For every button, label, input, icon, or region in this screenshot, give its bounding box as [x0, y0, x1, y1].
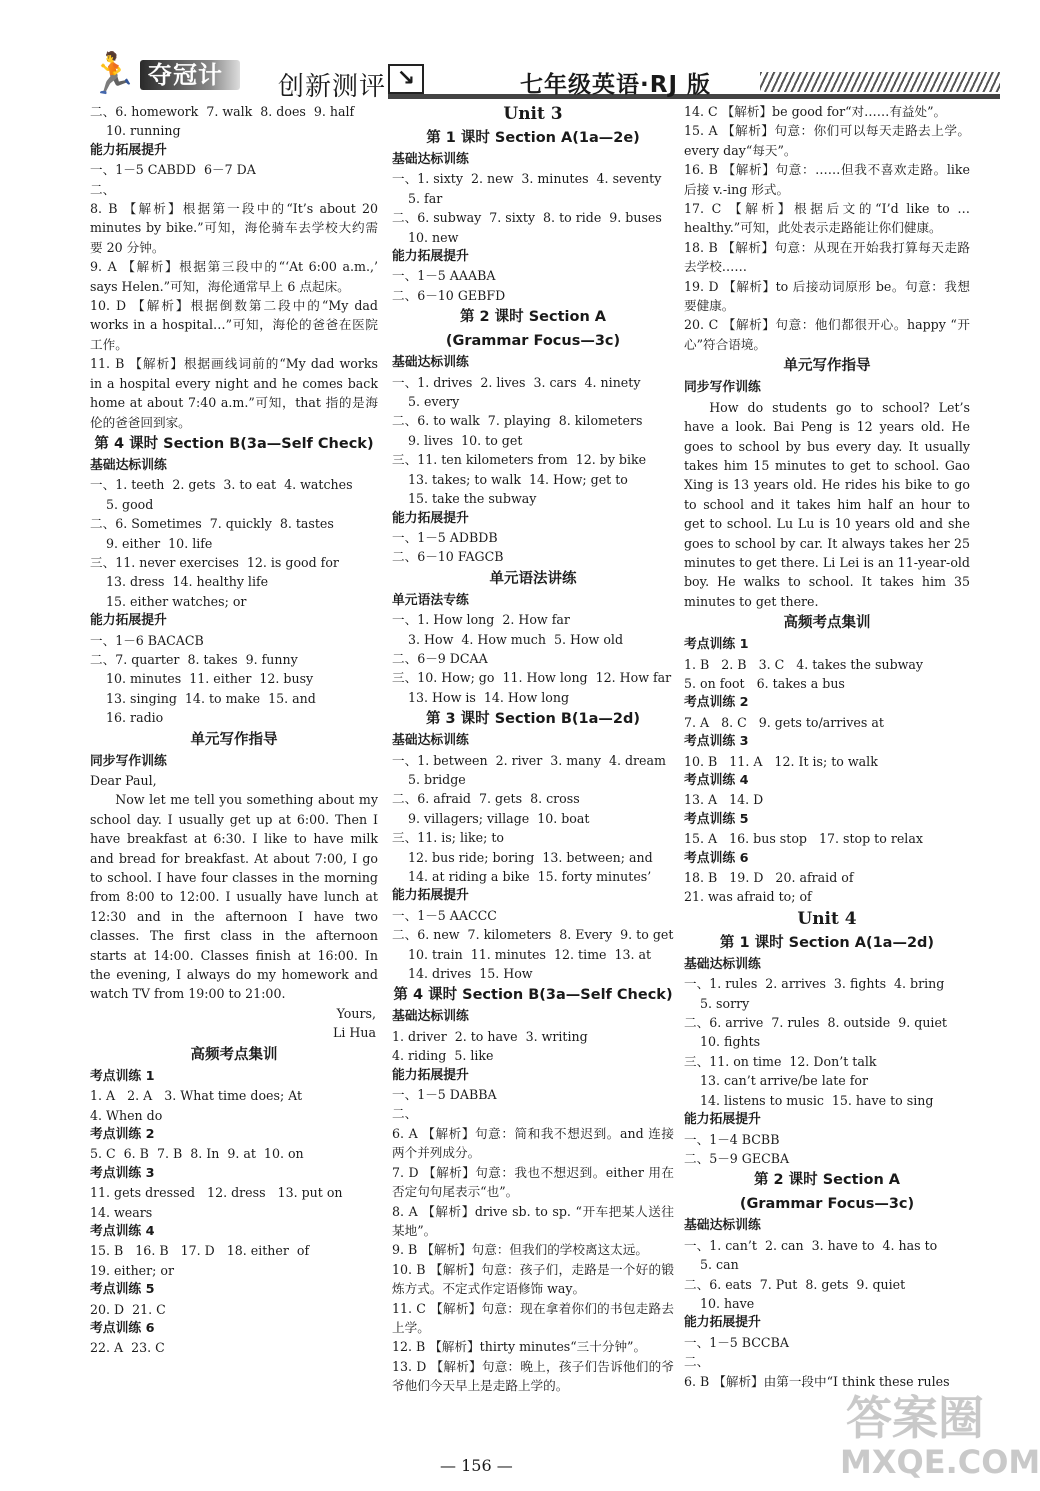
subsection-label: 能力拓展提升: [90, 142, 167, 158]
answer-column-right: [684, 102, 970, 1391]
answer-line: 一、1. between 2. river 3. many 4. dream: [392, 752, 666, 768]
subsection-label: 基础达标训练: [392, 1009, 469, 1025]
answer-line: 一、1. drives 2. lives 3. cars 4. ninety: [392, 374, 641, 390]
answer-line: 三、11. is; like; to: [392, 830, 504, 846]
section-heading: 第 2 课时 Section A: [459, 309, 607, 326]
writing-passage: How do students go to school? Let’s have a look. Bai Peng is 12 years old. He goes to school by bus every day. It usually takes him 15 minutes to get to school. Gao Xing is 13 years old. He rides his bike to go to school and it takes him half an hour to get to school. Lu Lu is 10 years old and she goes to school by car. It always takes her 25 minutes to get there. Li Lei is an 11-year-old boy. He walks to school. It takes him 35 minutes to get there.: [684, 399, 970, 609]
section-heading: 第 4 课时 Section B(3a—Self Check): [94, 435, 374, 452]
explanation: 15. A 【解析】句意：你们可以每天走路去上学。every day“每天”。: [684, 123, 970, 158]
answer-line: 二、6. Sometimes 7. quickly 8. tastes: [90, 516, 334, 532]
answer-line: 4. riding 5. like: [392, 1048, 494, 1064]
subsection-label: 考点训练 3: [90, 1165, 155, 1181]
section-heading: 第 1 课时 Section A(1a—2d): [719, 934, 935, 951]
answer-line: 1. driver 2. to have 3. writing: [392, 1028, 588, 1044]
answer-line: 7. A 8. C 9. gets to/arrives at: [684, 714, 884, 730]
answer-line: 二、: [392, 1106, 418, 1122]
brand-logo: [88, 52, 248, 96]
answer-line: 13. singing 14. to make 15. and: [90, 690, 316, 706]
answer-line: 一、1－4 BCBB: [684, 1131, 780, 1147]
answer-line: 15. either watches; or: [90, 593, 247, 609]
explanation: 20. C 【解析】句意：他们都很开心。happy “开心”符合语境。: [684, 317, 970, 352]
answer-line: 15. take the subway: [392, 491, 537, 507]
answer-line: 13. takes; to walk 14. How; get to: [392, 471, 628, 487]
subsection-label: 能力拓展提升: [90, 613, 167, 629]
subsection-label: 单元语法专练: [392, 592, 469, 608]
answer-line: 16. radio: [90, 710, 164, 726]
subsection-label: 考点训练 6: [90, 1320, 155, 1336]
answer-line: 一、1. sixty 2. new 3. minutes 4. seventy: [392, 171, 662, 187]
subsection-label: 能力拓展提升: [684, 1112, 761, 1128]
answer-line: 13. dress 14. healthy life: [90, 574, 269, 590]
explanation: 6. B 【解析】由第一段中“I think these rules: [684, 1373, 950, 1389]
subsection-label: 基础达标训练: [392, 733, 469, 749]
answer-column-left: [90, 102, 378, 1358]
subsection-label: 能力拓展提升: [392, 510, 469, 526]
watermark-logo: 答案圈: [846, 1391, 984, 1445]
explanation: 13. D 【解析】句意：晚上，孩子们告诉他们的爷爷他们今天早上是走路上学的。: [392, 1358, 674, 1394]
answer-line: 14. at riding a bike 15. forty minutes’: [392, 869, 652, 884]
subsection-label: 考点训练 1: [90, 1068, 155, 1084]
subsection-label: 考点训练 4: [684, 773, 749, 788]
answer-line: 14. wears: [90, 1204, 153, 1220]
answer-line: 一、1. can’t 2. can 3. have to 4. has to: [684, 1237, 938, 1253]
answer-line: 5. can: [684, 1257, 739, 1273]
answer-line: 二、6. homework 7. walk 8. does 9. half: [90, 104, 355, 119]
answer-line: 10. running: [90, 123, 181, 139]
answer-line: 13. can’t arrive/be late for: [684, 1073, 869, 1089]
subsection-label: 基础达标训练: [392, 355, 469, 371]
book-title: 七年级英语·RJ 版: [520, 72, 712, 98]
explanation: 9. B 【解析】句意：但我们的学校离这太远。: [392, 1242, 648, 1258]
answer-line: 10. have: [684, 1295, 755, 1311]
section-heading: (Grammar Focus—3c): [445, 333, 621, 350]
explanation: 18. B 【解析】句意：从现在开始我打算每天走路去学校……: [684, 239, 970, 275]
answer-line: 一、1. How long 2. How far: [392, 612, 570, 628]
subsection-label: 能力拓展提升: [684, 1315, 761, 1331]
subsection-label: 同步写作训练: [684, 380, 761, 396]
subsection-label: 能力拓展提升: [392, 1067, 469, 1083]
answer-line: 14. drives 15. How: [392, 966, 533, 982]
unit-heading: Unit 3: [503, 104, 563, 124]
answer-line: 二、6－9 DCAA: [392, 650, 488, 666]
subsection-label: 同步写作训练: [90, 753, 167, 769]
answer-line: 一、1. rules 2. arrives 3. fights 4. bring: [684, 976, 945, 992]
runner-icon: 🏃: [88, 51, 138, 97]
subsection-label: 基础达标训练: [392, 152, 469, 167]
answer-line: 二、6. subway 7. sixty 8. to ride 9. buses: [392, 210, 662, 226]
answer-line: 一、1－5 DABBA: [392, 1087, 497, 1103]
answer-line: 14. listens to music 15. have to sing: [684, 1092, 934, 1108]
answer-line: 9. villagers; village 10. boat: [392, 810, 590, 826]
subsection-label: 考点训练 5: [684, 811, 749, 827]
answer-line: 1. B 2. B 3. C 4. takes the subway: [684, 656, 924, 672]
answer-line: 5. on foot 6. takes a bus: [684, 675, 845, 691]
explanation: 19. D 【解析】to 后接动词原形 be。句意：我想要健康。: [684, 278, 970, 314]
answer-line: 10. minutes 11. either 12. busy: [90, 671, 314, 687]
answer-line: 4. When do: [90, 1107, 163, 1123]
page-header: [0, 0, 1000, 100]
section-heading: 第 3 课时 Section B(1a—2d): [426, 711, 640, 728]
subsection-label: 考点训练 2: [684, 695, 749, 711]
answer-line: 二、6－10 GEBFD: [392, 287, 506, 303]
subsection-label: 考点训练 5: [90, 1282, 155, 1298]
section-heading: 单元写作指导: [190, 731, 278, 748]
answer-line: 二、: [90, 181, 116, 197]
answer-line: 20. D 21. C: [90, 1301, 166, 1317]
subsection-label: 基础达标训练: [684, 1218, 761, 1234]
answer-line: 二、6. to walk 7. playing 8. kilometers: [392, 413, 643, 429]
answer-line: 二、6. eats 7. Put 8. gets 9. quiet: [684, 1276, 906, 1292]
explanation: 10. B 【解析】句意：孩子们，走路是一个好的锻炼方式。不定式作定语修饰 way。: [392, 1261, 674, 1297]
signature-line: Yours,: [336, 1005, 376, 1021]
subsection-label: 考点训练 3: [684, 734, 749, 750]
section-heading: (Grammar Focus—3c): [739, 1196, 915, 1213]
section-heading: 高频考点集训: [783, 615, 871, 632]
answer-line: 11. gets dressed 12. dress 13. put on: [90, 1185, 343, 1201]
answer-line: 一、1－5 CABDD 6－7 DA: [90, 162, 256, 178]
answer-line: 3. How 4. How much 5. How old: [392, 631, 624, 647]
explanation: 16. B 【解析】句意：……但我不喜欢走路。like 后接 v.-ing 形式。: [684, 162, 970, 197]
answer-line: 一、1. teeth 2. gets 3. to eat 4. watches: [90, 477, 353, 493]
explanation: 9. A 【解析】根据第三段中的“‘At 6:00 a.m.,’ says Helen.”可知，海伦通常早上 6 点起床。: [90, 259, 378, 294]
answer-line: 5. C 6. B 7. B 8. In 9. at 10. on: [90, 1146, 304, 1162]
answer-line: 二、6. new 7. kilometers 8. Every 9. to get: [392, 927, 674, 943]
section-heading: 单元语法讲练: [489, 570, 577, 587]
answer-line: 10. B 11. A 12. It is; to walk: [684, 753, 878, 769]
answer-line: 21. was afraid to; of: [684, 889, 812, 905]
explanation: 6. A 【解析】句意：简和我不想迟到。and 连接两个并列成分。: [392, 1125, 674, 1161]
signature-line: Li Hua: [333, 1025, 376, 1041]
subsection-label: 考点训练 4: [90, 1223, 155, 1239]
answer-line: 5. every: [392, 394, 460, 410]
explanation: 10. D 【解析】根据倒数第二段中的“My dad works in a hospital…”可知，海伦的爸爸在医院工作。: [90, 298, 378, 352]
section-heading: 第 1 课时 Section A(1a—2e): [426, 130, 640, 146]
explanation: 8. B 【解析】根据第一段中的“It’s about 20 minutes by bike.”可知，海伦骑车去学校大约需要 20 分钟。: [90, 201, 378, 255]
answer-line: 5. far: [392, 190, 443, 206]
check-icon: ↘: [388, 64, 424, 94]
answer-line: 5. bridge: [392, 771, 466, 787]
unit-heading: Unit 4: [797, 908, 857, 929]
header-stripes: [760, 72, 1000, 92]
answer-line: 一、1－5 ADBDB: [392, 529, 498, 545]
answer-line: 二、: [684, 1354, 710, 1370]
answer-line: 12. bus ride; boring 13. between; and: [392, 849, 653, 865]
subsection-label: 基础达标训练: [90, 457, 167, 473]
section-heading: 单元写作指导: [783, 358, 871, 375]
page-number: — 156 —: [440, 1456, 513, 1475]
answer-line: 5. good: [90, 496, 154, 512]
answer-line: 10. train 11. minutes 12. time 13. at: [392, 946, 652, 962]
subsection-label: 考点训练 2: [90, 1126, 155, 1142]
answer-line: 22. A 23. C: [90, 1340, 165, 1356]
answer-line: 10. new: [392, 229, 459, 245]
answer-line: 15. B 16. B 17. D 18. either of: [90, 1243, 310, 1259]
answer-line: 5. sorry: [684, 995, 750, 1011]
explanation: 11. B 【解析】根据画线词前的“My dad works in a hospital every night and he comes back home at about 7:40 a.m.”可知，that 指的是海伦的爸爸回到家。: [90, 356, 378, 430]
answer-line: 二、6－10 FAGCB: [392, 549, 504, 565]
writing-passage: Now let me tell you something about my school day. I usually get up at 6:00. Then I have breakfast at 6:30. I like to have milk and bread for breakfast. At about 7:00, I go to school. I have four classes in the morning from 8:00 to 12:00. I usually have lunch at 12:30 and in the afternoon I have two classes. The first class in the afternoon starts at 14:00. Classes finish at 16:00. In the evening, I always do my homework and watch TV from 19:00 to 21:00.: [90, 792, 378, 1002]
answer-line: 1. A 2. A 3. What time does; At: [90, 1088, 303, 1104]
answer-line: 18. B 19. D 20. afraid of: [684, 870, 854, 886]
answer-line: 二、5－9 GECBA: [684, 1150, 790, 1166]
answer-line: 三、11. never exercises 12. is good for: [90, 554, 339, 570]
answer-line: 一、1－5 AACCC: [392, 907, 497, 923]
explanation: 11. C 【解析】句意：现在拿着你们的书包走路去上学。: [392, 1300, 674, 1335]
watermark-url: MXQE.COM: [840, 1443, 1040, 1481]
answer-line: 二、6. arrive 7. rules 8. outside 9. quiet: [684, 1015, 947, 1031]
answer-line: 三、11. ten kilometers from 12. by bike: [392, 452, 647, 468]
answer-line: 10. fights: [684, 1034, 761, 1050]
subsection-label: 考点训练 1: [684, 637, 749, 653]
watermark: [840, 1391, 1040, 1487]
answer-line: 13. A 14. D: [684, 792, 764, 808]
answer-line: 三、11. on time 12. Don’t talk: [684, 1053, 877, 1069]
answer-line: 9. lives 10. to get: [392, 432, 523, 448]
explanation: 14. C 【解析】be good for“对……有益处”。: [684, 104, 947, 119]
explanation: 17. C 【解析】根据后文的“I’d like to … healthy.”可知，此处表示走路能让你们健康。: [684, 201, 970, 236]
answer-line: 一、1－5 BCCBA: [684, 1334, 789, 1350]
answer-line: 二、7. quarter 8. takes 9. funny: [90, 651, 298, 667]
answer-line: 三、10. How; go 11. How long 12. How far: [392, 670, 672, 686]
answer-line: 19. either; or: [90, 1262, 175, 1278]
answer-line: 一、1－6 BACACB: [90, 632, 204, 648]
subsection-label: 考点训练 6: [684, 850, 749, 866]
explanation: 7. D 【解析】句意：我也不想迟到。either 用在否定句句尾表示“也”。: [392, 1164, 674, 1200]
explanation: 8. A 【解析】drive sb. to sp. “开车把某人送往某地”。: [392, 1203, 674, 1238]
answer-line: 一、1－5 AAABA: [392, 268, 496, 284]
answer-line: 二、6. afraid 7. gets 8. cross: [392, 791, 580, 807]
subsection-label: 基础达标训练: [684, 956, 761, 972]
answer-line: 15. A 16. bus stop 17. stop to relax: [684, 831, 923, 847]
answer-line: 9. either 10. life: [90, 535, 213, 551]
answer-line: 13. How is 14. How long: [392, 689, 570, 705]
section-heading: 第 4 课时 Section B(3a—Self Check): [393, 987, 673, 1004]
brand-name: 夺冠计: [140, 60, 240, 90]
answer-column-middle: [392, 102, 674, 1396]
series-tag: 创新测评: [278, 72, 387, 102]
section-heading: 高频考点集训: [190, 1046, 278, 1063]
section-heading: 第 2 课时 Section A: [753, 1172, 901, 1189]
answer-line: Dear Paul,: [90, 773, 157, 788]
explanation: 12. B 【解析】thirty minutes“三十分钟”。: [392, 1339, 647, 1355]
subsection-label: 能力拓展提升: [392, 249, 469, 265]
subsection-label: 能力拓展提升: [392, 888, 469, 904]
